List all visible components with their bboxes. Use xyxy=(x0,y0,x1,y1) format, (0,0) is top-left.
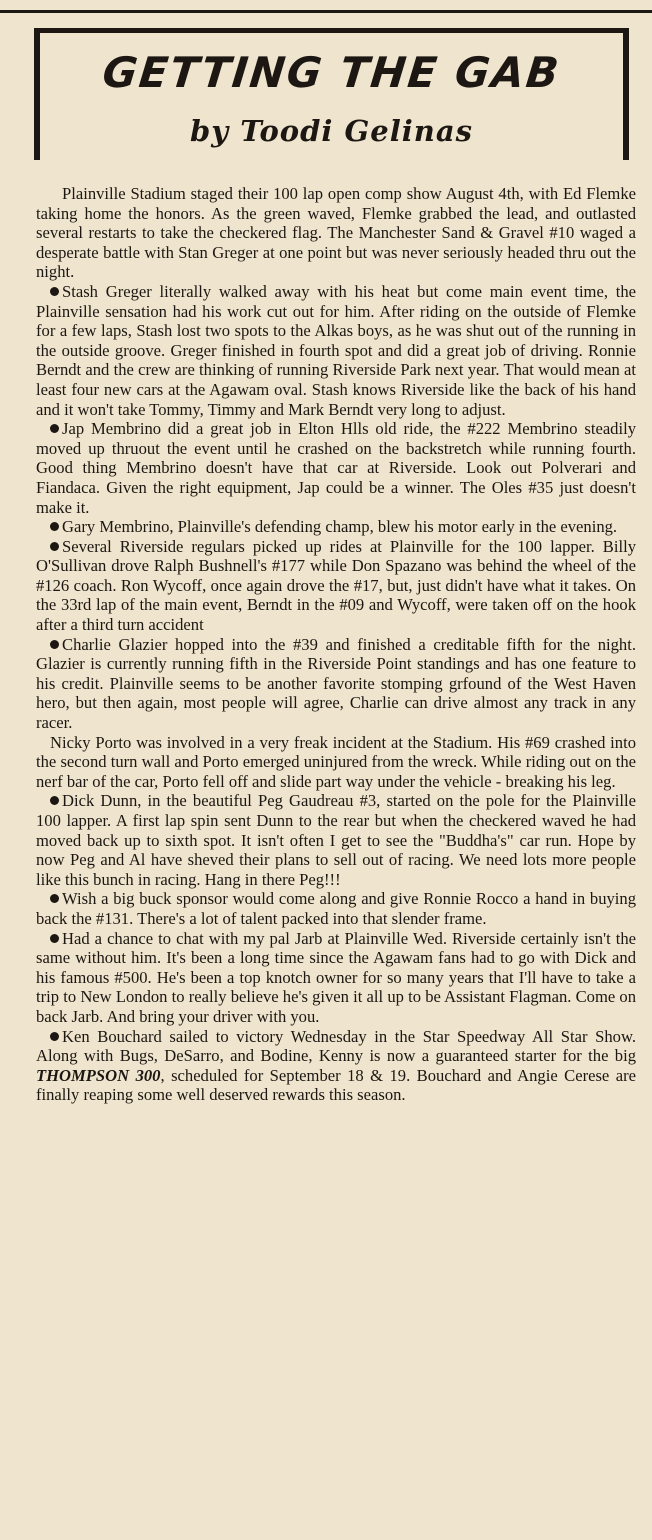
paragraph-text: Ken Bouchard sailed to victory Wednesday in the Star Speedway All Star Show. Along with Bugs, DeSarro, and Bodine, Kenny is now a guaranteed starter for the big xyxy=(36,1026,636,1066)
bullet-icon xyxy=(50,542,59,551)
paragraph-1 xyxy=(36,184,636,282)
event-name: THOMPSON 300 xyxy=(36,1065,161,1085)
paragraph-6 xyxy=(36,635,636,733)
paragraph-5 xyxy=(36,537,636,635)
paragraph-text: , scheduled for September 18 & 19. Bouchard and Angie Cerese are finally reaping some well deserved rewards this season. xyxy=(36,1065,637,1105)
paragraph-7 xyxy=(36,733,636,792)
bullet-icon xyxy=(50,1032,59,1041)
paragraph-text: Gary Membrino, Plainville's defending champ, blew his motor early in the evening. xyxy=(62,517,618,537)
paragraph-text: Had a chance to chat with my pal Jarb at Plainville Wed. Riverside certainly isn't the same without him. It's been a long time since the Agawam fans had to go with Dick and his famous #500. He's been a top knotch owner for so many years that I'll have to take a trip to New London to really believe he's given it all up to be Assistant Flagman. Come on back Jarb. And bring your driver with you. xyxy=(36,928,636,1026)
column-title: GETTING THE GAB xyxy=(100,48,563,97)
paragraph-text: Several Riverside regulars picked up rides at Plainville for the 100 lapper. Billy O'Sullivan drove Ralph Bushnell's #177 while Don Spazano was behind the wheel of the #126 coach. Ron Wycoff, once again drove the #17, but, just didn't have what it takes. On the 33rd lap of the main event, Berndt in the #09 and Wycoff, were taken off on the hook after a third turn accident xyxy=(36,536,636,635)
paragraph-text: Jap Membrino did a great job in Elton Hlls old ride, the #222 Membrino steadily moved up thruout the event until he crashed on the backstretch while running fourth. Good thing Membrino doesn't have that car at Riverside. Look out Polverari and Fiandaca. Given the right equipment, Jap could be a winner. The Oles #35 just doesn't make it. xyxy=(36,419,636,517)
column-header xyxy=(34,28,629,160)
paragraph-text: Charlie Glazier hopped into the #39 and finished a creditable fifth for the night. Glazier is currently running fifth in the Riverside Point standings and has one feature to his credit. Plainville seems to be another favorite stomping grfound of the West Haven hero, but then again, most people will agree, Charlie can drive almost any track in any racer. xyxy=(36,634,636,733)
bullet-icon xyxy=(50,934,59,943)
paragraph-text: Dick Dunn, in the beautiful Peg Gaudreau #3, started on the pole for the Plainville 100 lapper. A first lap spin sent Dunn to the rear but when the checkered waved he had moved back up to sixth spot. It isn't often I get to see the "Buddha's" car run. Hope by now Peg and Al have sheved their plans to sell out of racing. We need lots more people like this bunch in racing. Hang in there Peg!!! xyxy=(36,791,636,889)
article-body xyxy=(36,184,636,1105)
bullet-icon xyxy=(50,424,59,433)
paragraph-text: Plainville Stadium staged their 100 lap open comp show August 4th, with Ed Flemke taking home the honors. As the green waved, Flemke grabbed the lead, and outlasted several restarts to take the checkered flag. The Manchester Sand & Gravel #10 waged a desperate battle with Stan Greger at one point but was never seriously headed thru out the night. xyxy=(36,184,636,282)
paragraph-8 xyxy=(36,791,636,889)
paragraph-text: Stash Greger literally walked away with his heat but come main event time, the Plainville sensation had his work cut out for him. After riding on the outside of Flemke for a few laps, Stash lost two spots to the Alkas boys, as he was shut out of the running in the outside groove. Greger finished in fourth spot and did a great job of driving. Ronnie Berndt and the crew are thinking of running Riverside Park next year. That would mean at least four new cars at the Agawam oval. Stash knows Riverside like the back of his hand and it won't take Tommy, Timmy and Mark Berndt very long to adjust. xyxy=(36,281,636,419)
bullet-icon xyxy=(50,796,59,805)
bullet-icon xyxy=(50,522,59,531)
paragraph-3 xyxy=(36,419,636,517)
bullet-icon xyxy=(50,287,59,296)
paragraph-text: Nicky Porto was involved in a very freak incident at the Stadium. His #69 crashed into the second turn wall and Porto emerged uninjured from the wreck. While riding out on the nerf bar of the car, Porto fell off and slide part way under the vehicle - breaking his leg. xyxy=(36,732,636,791)
paragraph-4 xyxy=(36,517,636,537)
paragraph-11 xyxy=(36,1027,636,1105)
top-rule xyxy=(0,10,652,13)
byline: by Toodi Gelinas xyxy=(189,114,473,148)
paragraph-10 xyxy=(36,929,636,1027)
paragraph-text: Wish a big buck sponsor would come along and give Ronnie Rocco a hand in buying back the #131. There's a lot of talent packed into that slender frame. xyxy=(36,889,636,928)
bullet-icon xyxy=(50,894,59,903)
paragraph-2 xyxy=(36,282,636,419)
bullet-icon xyxy=(50,640,59,649)
paragraph-9 xyxy=(36,889,636,928)
